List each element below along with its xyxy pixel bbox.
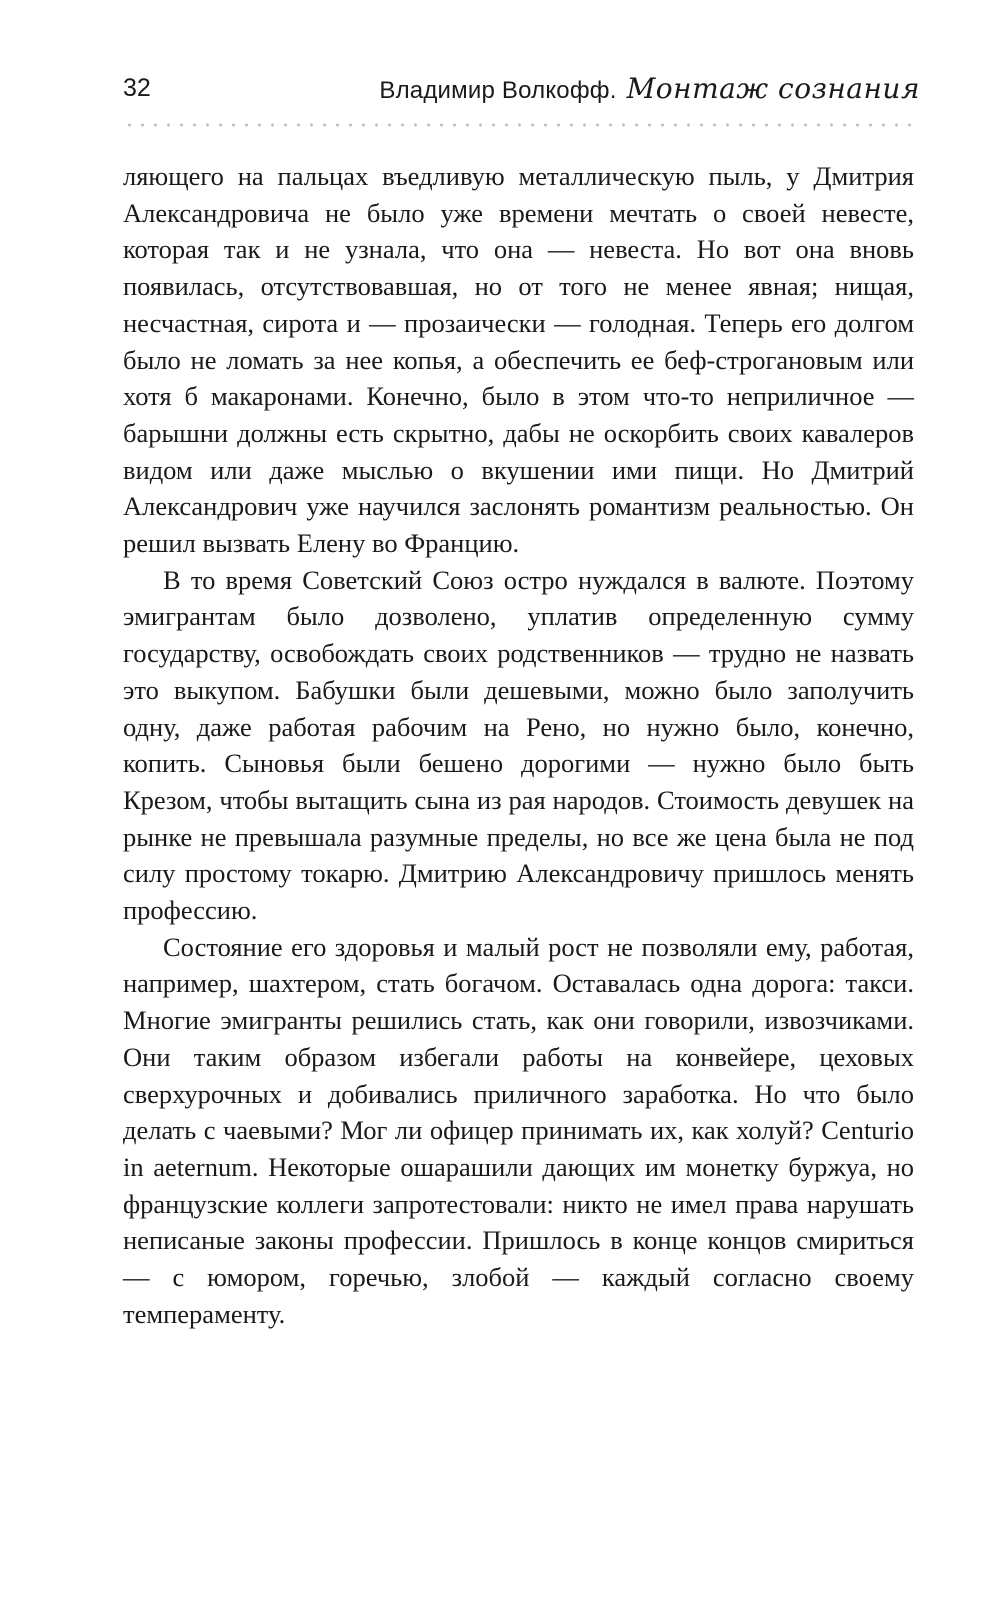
running-title xyxy=(379,72,920,105)
paragraph: В то время Советский Союз остро нуждался в валюте. Поэтому эмигрантам было дозволено, уплатив определенную сумму государству, освобождать своих родственников — трудно не назвать это выкупом. Бабушки были дешевыми, можно было заполучить одну, даже работая рабочим на Рено, но нужно было, конечно, копить. Сыновья были бешено дорогими — нужно было быть Крезом, чтобы вытащить сына из рая народов. Стоимость девушек на рынке не превышала разумные пределы, но все же цена была не под силу простому токарю. Дмитрию Александровичу пришлось менять профессию. xyxy=(123,564,914,926)
header-dotted-rule xyxy=(123,123,920,127)
body-text xyxy=(123,158,914,1333)
book-title: Монтаж сознания xyxy=(626,72,920,105)
page-header xyxy=(123,72,920,116)
author-name: Владимир Волкофф. xyxy=(379,77,617,104)
page-number: 32 xyxy=(123,74,151,102)
paragraph: Состояние его здоровья и малый рост не позволяли ему, работая, например, шахтером, стать богачом. Оставалась одна дорога: такси. Многие эмигранты решились стать, как они говорили, извозчиками. Они таким образом избегали работы на конвейере, цеховых сверхурочных и добивались приличного заработка. Но что было делать с чаевыми? Мог ли офицер принимать их, как холуй? Centurio in aeternum. Некоторые ошарашили дающих им монетку буржуа, но французские коллеги запротестовали: никто не имел права нарушать неписаные законы профессии. Пришлось в конце концов смириться — с юмором, горечью, злобой — каждый согласно своему темпераменту. xyxy=(123,931,914,1329)
paragraph: ляющего на пальцах въедливую металлическую пыль, у Дмитрия Александровича не было уже времени мечтать о своей невесте, которая так и не узнала, что она — невеста. Но вот она вновь появилась, отсутствовавшая, но от того не менее явная; нищая, несчастная, сирота и — прозаически — голодная. Теперь его долгом было не ломать за нее копья, а обеспечить ее беф-строгановым или хотя б макаронами. Конечно, было в этом что-то неприличное — барышни должны есть скрытно, дабы не оскорбить своих кавалеров видом или даже мыслью о вкушении ими пищи. Но Дмитрий Александрович уже научился заслонять романтизм реальностью. Он решил вызвать Елену во Францию. xyxy=(123,161,914,559)
